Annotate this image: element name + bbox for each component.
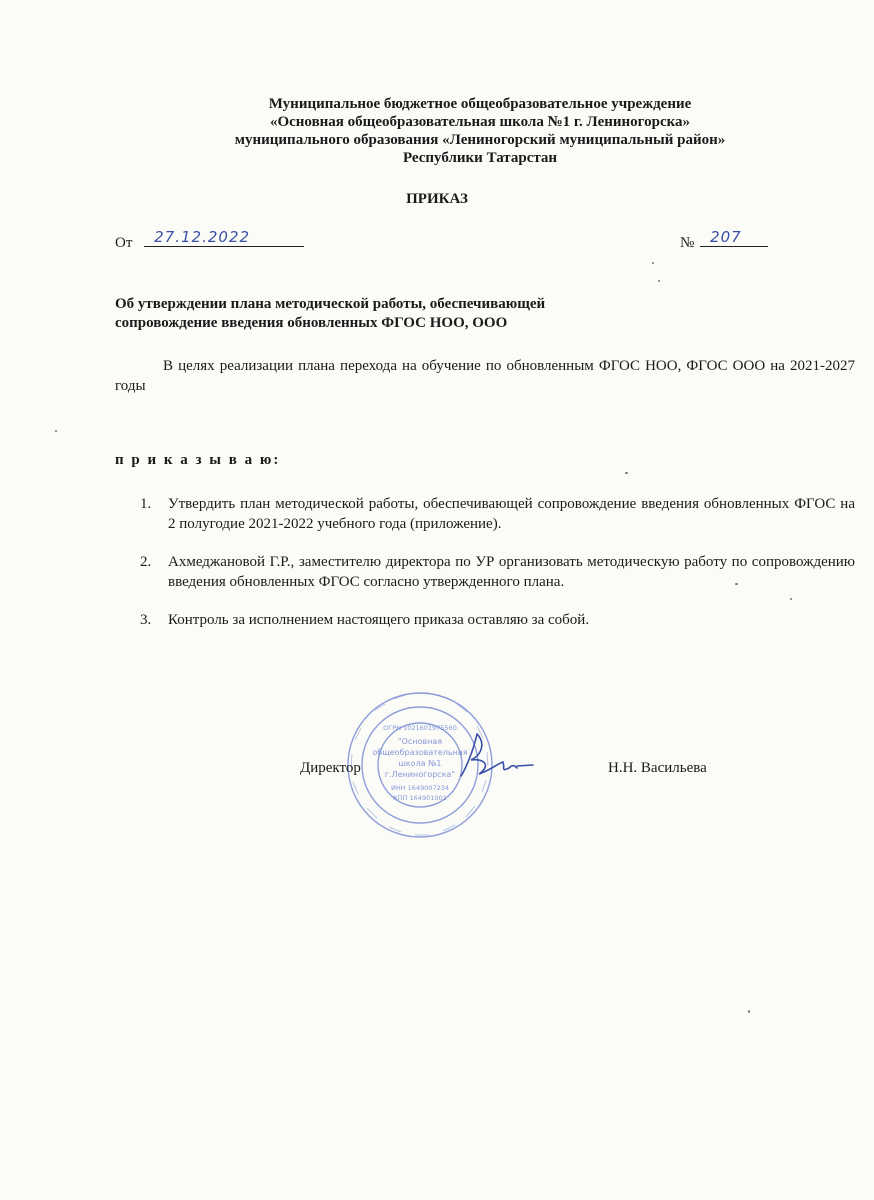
order-item — [140, 610, 855, 630]
number-value: 207 — [710, 228, 742, 246]
order-item — [140, 552, 855, 592]
number-label: № — [680, 235, 695, 251]
date-label: От — [115, 235, 133, 251]
organization-header — [100, 95, 860, 167]
date-field — [115, 230, 304, 252]
signature-position: Директор — [300, 760, 361, 776]
stamp-inn: ИНН 1649007234 — [390, 784, 450, 792]
intro-text: В целях реализации плана перехода на обучение по обновленным ФГОС НОО, ФГОС ООО на 2021-2027 годы — [115, 358, 855, 394]
date-value: 27.12.2022 — [154, 228, 251, 246]
number-underline — [700, 230, 768, 247]
item-number: 1. — [140, 496, 152, 512]
handwritten-signature — [455, 732, 535, 784]
date-underline — [144, 230, 304, 247]
stamp-inner-line-3: школа №1 — [398, 759, 442, 768]
header-line-2: «Основная общеобразовательная школа №1 г. Лениногорска» — [269, 114, 691, 130]
subject-line-2: сопровождение введения обновленных ФГОС НОО, ООО — [115, 315, 508, 331]
header-line-3: муниципального образования «Лениногорский муниципальный район» — [234, 132, 726, 148]
stamp-kpp: КПП 164901001 — [393, 794, 447, 802]
scan-speck — [55, 430, 57, 432]
scan-speck — [658, 280, 660, 282]
document-title: ПРИКАЗ — [406, 191, 468, 207]
signatory-name: Н.Н. Васильева — [608, 760, 707, 776]
header-line-1: Муниципальное бюджетное общеобразовательное учреждение — [268, 96, 692, 112]
order-subject — [115, 295, 545, 333]
order-items — [140, 494, 855, 648]
order-item — [140, 494, 855, 534]
scan-speck — [652, 262, 654, 264]
scan-speck — [790, 598, 792, 600]
scan-speck — [748, 1010, 750, 1013]
number-field — [680, 230, 768, 252]
header-line-4: Республики Татарстан — [402, 150, 558, 166]
item-number: 2. — [140, 554, 152, 570]
stamp-inner-line-2: общеобразовательная — [372, 748, 468, 757]
scan-speck — [625, 472, 628, 474]
item-text: Ахмеджановой Г.Р., заместителю директора по УР организовать методическую работу по сопровождению введения обновленных ФГОС согласно утвержденного плана. — [168, 554, 855, 590]
subject-line-1: Об утверждении плана методической работы, обеспечивающей — [115, 296, 546, 312]
item-text: Контроль за исполнением настоящего приказа оставляю за собой. — [168, 612, 590, 628]
stamp-inner-line-1: "Основная — [397, 737, 443, 746]
stamp-inner-line-4: г.Лениногорска" — [384, 770, 456, 779]
stamp-ogrn: ОГРН 1021601975560 — [383, 724, 457, 732]
item-text: Утвердить план методической работы, обеспечивающей сопровождение введения обновленных ФГОС на 2 полугодие 2021-2022 учебного года (приложение). — [168, 496, 855, 532]
intro-paragraph — [115, 356, 855, 396]
scan-speck — [735, 583, 738, 585]
item-number: 3. — [140, 612, 152, 628]
order-word: п р и к а з ы в а ю: — [115, 452, 281, 468]
